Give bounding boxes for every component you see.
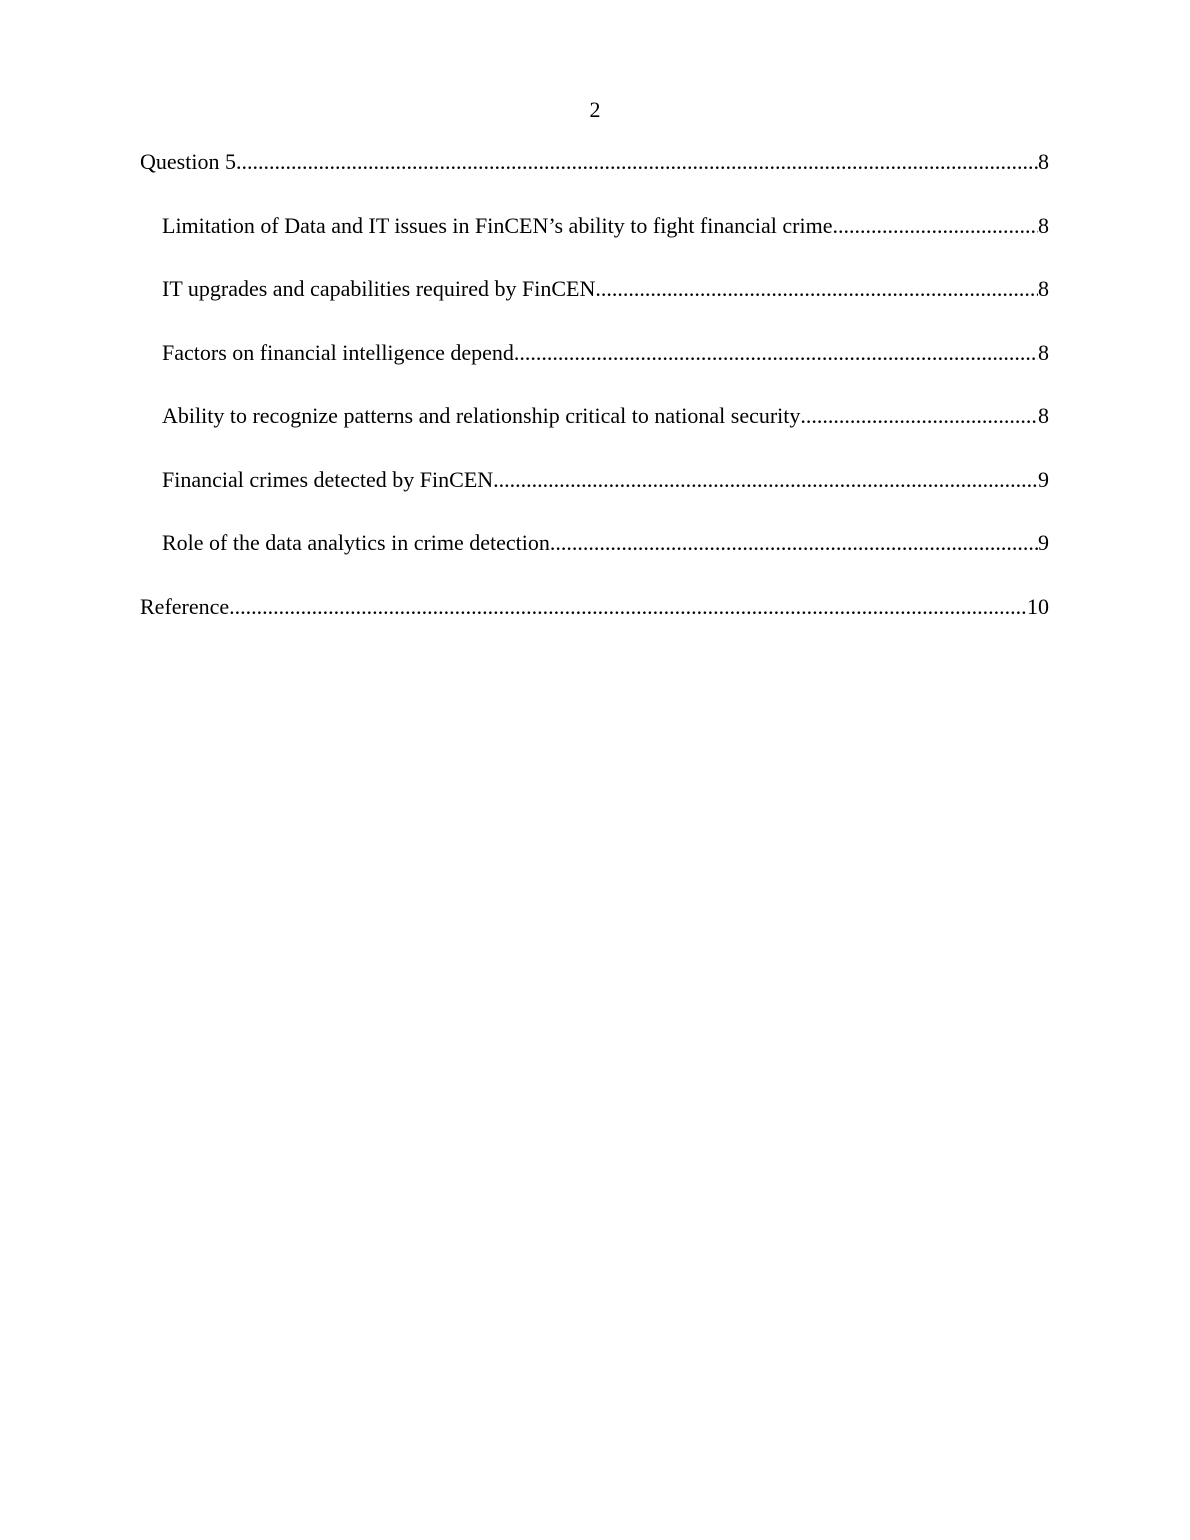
toc-entry-title: Factors on financial intelligence depend (162, 339, 514, 365)
toc-entry-financial-crimes[interactable] (140, 465, 1049, 529)
toc-entry-page: 9 (1038, 530, 1049, 555)
toc-entry-it-upgrades[interactable] (140, 274, 1049, 338)
toc-entry-title: Question 5 (140, 149, 236, 174)
toc-entry-page: 8 (1038, 403, 1049, 428)
toc-entry-page: 9 (1038, 466, 1049, 492)
toc-entry-title: Financial crimes detected by FinCEN (162, 466, 494, 492)
toc-entry-title: Limitation of Data and IT issues in FinCEN’s ability to fight financial crime (162, 212, 833, 238)
toc-dot-leader (493, 465, 1038, 495)
toc-entry-title: IT upgrades and capabilities required by FinCEN (162, 276, 596, 301)
toc-entry-role-of-data-analytics[interactable] (140, 528, 1049, 592)
toc-dot-leader (832, 211, 1038, 241)
toc-dot-leader (800, 401, 1038, 431)
toc-entry-title: Ability to recognize patterns and relationship critical to national security (162, 403, 801, 428)
toc-entry-title: Reference (140, 593, 230, 619)
toc-entry-limitation-of-data[interactable] (140, 211, 1049, 275)
toc-entry-page: 8 (1038, 149, 1049, 174)
toc-dot-leader (229, 592, 1027, 622)
toc-entry-question-5[interactable] (140, 147, 1049, 211)
toc-entry-ability-to-recognize[interactable] (140, 401, 1049, 465)
toc-entry-reference[interactable] (140, 592, 1049, 656)
toc-entry-page: 8 (1038, 339, 1049, 365)
toc-entry-title: Role of the data analytics in crime detection (162, 530, 550, 555)
toc-dot-leader (236, 147, 1038, 177)
toc-entry-page: 8 (1038, 276, 1049, 301)
page-number: 2 (589, 97, 601, 122)
toc-dot-leader (550, 528, 1038, 558)
table-of-contents (140, 147, 1049, 655)
toc-entry-factors[interactable] (140, 338, 1049, 402)
toc-entry-page: 10 (1027, 593, 1049, 619)
toc-dot-leader (595, 274, 1038, 304)
toc-dot-leader (514, 338, 1038, 368)
toc-entry-page: 8 (1038, 212, 1049, 238)
